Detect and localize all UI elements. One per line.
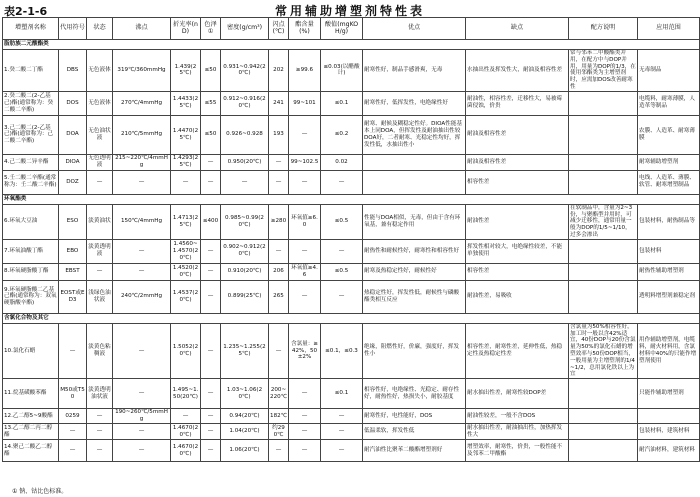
table-cell: 0.899(25℃) [221, 280, 269, 313]
table-cell: 1.4670(20℃) [171, 424, 201, 440]
table-cell: 无色油状液 [87, 115, 113, 154]
table-cell: 环氧值≥4.6 [289, 263, 321, 280]
col-disadvantages: 缺点 [466, 18, 569, 40]
table-cell: DOZ [59, 170, 87, 194]
table-row [3, 323, 700, 378]
table-cell: 2.癸二酸二(2-乙基己)酯(通常称为：癸二酸二辛酯) [3, 91, 59, 115]
table-cell: 电线、人造革、薄膜、软管、耐寒增塑制品 [638, 170, 700, 194]
table-cell: — [171, 170, 201, 194]
table-cell: 3.己二酸二(2-乙基己)酯(通常称为：己二酸二辛酯) [3, 115, 59, 154]
table-cell: 200~220℃ [269, 379, 289, 409]
section-row [3, 194, 700, 204]
table-cell: 1.4713(25℃) [171, 204, 201, 239]
table-cell: 耐油及相容性差 [466, 115, 569, 154]
table-cell: — [321, 239, 363, 263]
table-cell: 无毒制品 [638, 50, 700, 92]
table-row [3, 50, 700, 92]
plasticizer-table [2, 17, 700, 462]
table-cell: — [289, 115, 321, 154]
table-cell: 耐寒、耐候及糊稳定性好。DIOA性能基本上同DOA，但挥发性及耐油抽出性较DOA好，二者耐寒、光稳定性均好，挥发性低，水抽出性小 [363, 115, 466, 154]
table-cell: 耐寒辅助增塑剂 [638, 154, 700, 170]
table-cell: M50或T50 [59, 379, 87, 409]
table-row [3, 280, 700, 313]
table-cell: 耐寒性好，电性能好，DOS [363, 409, 466, 424]
table-cell: — [289, 280, 321, 313]
table-cell: 绝缘，阻燃性好，价廉，强度好，挥发性小 [363, 323, 466, 378]
table-cell: 0.910(20℃) [221, 263, 269, 280]
table-cell: 透明料增塑剂兼稳定剂 [638, 280, 700, 313]
table-row [3, 440, 700, 462]
table-row [3, 91, 700, 115]
table-cell: 1.癸二酸二丁酯 [3, 50, 59, 92]
table-cell: 5.壬二酸二辛酯(通常称为：壬二酸二辛酯) [3, 170, 59, 194]
table-cell: — [321, 409, 363, 424]
table-cell: 耐油性差 [466, 204, 569, 239]
table-cell [569, 263, 638, 280]
table-cell: 1.06(20℃) [221, 440, 269, 462]
table-cell: ≤0.5 [321, 204, 363, 239]
table-cell: 1.4560~1.4570(20℃) [171, 239, 201, 263]
table-cell: — [87, 170, 113, 194]
table-cell [569, 424, 638, 440]
table-cell: 99~102.5 [289, 154, 321, 170]
table-cell: 270℃/4mmHg [113, 91, 171, 115]
table-cell: — [321, 170, 363, 194]
col-symbol: 代用符号 [59, 18, 87, 40]
table-cell: — [201, 379, 221, 409]
section-row [3, 313, 700, 323]
table-cell: 电缆料，耐寒薄膜，人造革等制品 [638, 91, 700, 115]
table-cell: 耐热性和耐候性好，耐寒性和相容性好 [363, 239, 466, 263]
table-cell: — [201, 154, 221, 170]
table-cell: — [269, 239, 289, 263]
table-cell: 12.乙二醇5~9酸酯 [3, 409, 59, 424]
table-cell: 215~220℃/4mmHg [113, 154, 171, 170]
table-cell: 13.乙二醇二丙二醇酯 [3, 424, 59, 440]
table-cell: DOA [59, 115, 87, 154]
table-cell: — [201, 263, 221, 280]
table-cell: — [269, 170, 289, 194]
footnote: ① 钠、钴比色标准。 [12, 488, 68, 495]
table-cell: 包装材料，耐热制品等 [638, 204, 700, 239]
table-cell: DBS [59, 50, 87, 92]
table-cell: 0.950(20℃) [221, 154, 269, 170]
table-cell [638, 409, 700, 424]
table-cell: 性能与DOA相似，无毒，但由于含有环氧基，兼有稳定作用 [363, 204, 466, 239]
table-cell: — [289, 424, 321, 440]
table-body [3, 40, 700, 462]
table-cell: — [321, 424, 363, 440]
table-cell: 7.环氧油酸丁酯 [3, 239, 59, 263]
table-cell: 浅绿色油状液 [87, 280, 113, 313]
table-cell [569, 115, 638, 154]
table-cell: 耐油及相容性差 [466, 154, 569, 170]
table-cell [569, 91, 638, 115]
table-cell: EOST或ED3 [59, 280, 87, 313]
table-cell: — [113, 379, 171, 409]
table-cell: — [289, 379, 321, 409]
table-cell: 用作辅助增塑剂，电缆料，耐火材料用，含氯材料中40%的只能作增塑剂使用 [638, 323, 700, 378]
table-cell: EBST [59, 263, 87, 280]
table-cell: 约290℃ [269, 424, 289, 440]
table-cell: — [289, 409, 321, 424]
table-cell: — [269, 440, 289, 462]
table-cell: 耐水抽出性差，耐寒性较DOP差 [466, 379, 569, 409]
table-cell [363, 154, 466, 170]
table-row [3, 263, 700, 280]
section-row [3, 40, 700, 50]
table-cell: ≤0.1 [321, 91, 363, 115]
table-cell: 1.4670(20℃) [171, 440, 201, 462]
table-cell: 淡黄透明油状液 [87, 379, 113, 409]
table-cell: 耐油性较差，一般不含DOS [466, 409, 569, 424]
table-cell: — [321, 280, 363, 313]
table-cell: 241 [269, 91, 289, 115]
table-cell: — [113, 424, 171, 440]
table-row [3, 239, 700, 263]
table-cell: ≥280 [269, 204, 289, 239]
table-cell: 增塑效率，耐寒性，价贵，一般性能不及邻苯二甲酸酯 [466, 440, 569, 462]
col-color: 色泽① [201, 18, 221, 40]
col-ester: 酯含量(%) [289, 18, 321, 40]
table-cell: ≤0.5 [321, 263, 363, 280]
table-cell: 0.902~0.912(20℃) [221, 239, 269, 263]
table-cell: 1.03~1.06(20℃) [221, 379, 269, 409]
table-cell: — [269, 154, 289, 170]
table-cell [569, 280, 638, 313]
section-title: 环氧酯类 [3, 194, 700, 204]
table-cell: 耐汽油材料，建筑材料 [638, 440, 700, 462]
table-cell: — [59, 424, 87, 440]
table-cell: 无色透明液 [88, 155, 111, 169]
table-cell: 14.聚己二酸乙二醇酯 [3, 440, 59, 462]
table-cell [363, 170, 466, 194]
table-cell: 包装材料，建筑材料 [638, 424, 700, 440]
section-title: 脂肪族二元酸酯类 [3, 40, 700, 50]
table-cell: 319℃/360mmHg [113, 50, 171, 92]
table-cell: 在软制品中，含量为2~3份，与聚酯型并用时，可减少迁移性，通常用量一般为DOP的1/5~1/10，过多会渗出 [569, 204, 638, 239]
table-cell: 6.环氧大豆油 [3, 204, 59, 239]
header-row [3, 18, 700, 40]
col-acid: 酸值(mgKOH/g) [321, 18, 363, 40]
table-cell: DIOA [59, 154, 87, 170]
table-cell: ≤55 [201, 91, 221, 115]
table-row [3, 154, 700, 170]
table-cell: 淡黄透明液 [87, 239, 113, 263]
table-cell: — [113, 170, 171, 194]
table-cell: 耐水抽出性差，耐油抽出性，加热挥发性大 [466, 424, 569, 440]
table-cell: — [87, 263, 113, 280]
table-cell: — [201, 323, 221, 378]
table-cell: — [59, 323, 87, 378]
table-cell: — [113, 239, 171, 263]
col-flash: 闪点(℃) [269, 18, 289, 40]
table-cell: 1.4293(25℃) [171, 154, 201, 170]
table-cell: 182℃ [269, 409, 289, 424]
table-cell: — [321, 440, 363, 462]
table-cell: 无色液体 [87, 50, 113, 92]
table-cell: ≤0.03(以醋酸计) [321, 50, 363, 92]
table-cell [569, 440, 638, 462]
table-cell: 11.烷基磺酸苯酯 [3, 379, 59, 409]
table-cell: 1.495~1.50(20℃) [171, 379, 201, 409]
table-row [3, 115, 700, 154]
table-cell: — [87, 409, 113, 424]
table-cell: 相容性差，耐寒性差，延伸性低，热稳定性及热稳定性差 [466, 323, 569, 378]
table-cell: — [221, 170, 269, 194]
table-cell: 农膜、人造革、耐寒薄膜 [638, 115, 700, 154]
table-cell: 相容性差 [466, 170, 569, 194]
table-cell: — [201, 170, 221, 194]
table-row [3, 204, 700, 239]
table-cell: 99~101 [289, 91, 321, 115]
table-cell: 206 [269, 263, 289, 280]
table-cell: — [87, 440, 113, 462]
col-application: 应用范围 [638, 18, 700, 40]
table-cell: — [289, 239, 321, 263]
table-cell: ≤50 [201, 115, 221, 154]
table-cell: 0.926~0.928 [221, 115, 269, 154]
table-cell: 耐寒性好，制品手感滑爽，无毒 [363, 50, 466, 92]
table-cell: 包装材料 [638, 239, 700, 263]
table-cell: 1.04(20℃) [221, 424, 269, 440]
page-title: 常用辅助增塑剂特性表 [274, 4, 425, 18]
table-cell: ≤0.1 [321, 379, 363, 409]
table-cell: 1.235~1.255(25℃) [221, 323, 269, 378]
table-number: 表2-1-6 [4, 5, 48, 18]
table-cell: — [59, 440, 87, 462]
table-cell: 耐热性辅助增塑剂 [638, 263, 700, 280]
table-row [3, 170, 700, 194]
table-cell: 0.985~0.99(20℃) [221, 204, 269, 239]
table-cell: 210℃/5mmHg [113, 115, 171, 154]
table-row [3, 424, 700, 440]
table-cell: 150℃/4mmHg [113, 204, 171, 239]
table-cell: 10.氯化石蜡 [3, 323, 59, 378]
col-density: 密度(g/cm³) [221, 18, 269, 40]
table-cell: 240℃/2mmHg [113, 280, 171, 313]
table-cell: 4.己二酸二异辛酯 [3, 154, 59, 170]
table-cell: 淡黄色粘稠液 [87, 323, 113, 378]
table-cell: — [289, 440, 321, 462]
col-advantages: 优点 [363, 18, 466, 40]
table-cell: — [87, 424, 113, 440]
table-cell: 相容性差 [466, 263, 569, 280]
table-cell: 只能作辅助增塑剂 [638, 379, 700, 409]
table-cell [569, 170, 638, 194]
table-cell: 190~260℃/5mmHg [113, 409, 171, 424]
table-cell: 挥发性相对较大，电绝缘性较差，不能单独使用 [466, 239, 569, 263]
table-cell: 0.94(20℃) [221, 409, 269, 424]
table-cell: 0.931~0.942(20℃) [221, 50, 269, 92]
table-cell [569, 379, 638, 409]
table-cell: 含氯量：≥42%，50±2% [289, 323, 321, 378]
table-cell: 无色液体 [87, 91, 113, 115]
table-cell: — [201, 440, 221, 462]
table-cell: 0.02 [321, 154, 363, 170]
table-cell: 环氧值≥6.0 [289, 204, 321, 239]
table-cell: 1.439(25℃) [171, 50, 201, 92]
table-cell: — [171, 409, 201, 424]
table-cell: — [113, 440, 171, 462]
table-cell: 1.4470(25℃) [171, 115, 201, 154]
table-cell: 193 [269, 115, 289, 154]
table-cell: 相容性好，电绝缘性、光稳定、耐存性好，耐热性好，热损失小，耐胶基度 [363, 379, 466, 409]
table-row [3, 409, 700, 424]
table-cell: 0259 [59, 409, 87, 424]
table-cell: 热稳定性好，挥发性低，耐候性与磷酸酯类相互反应 [363, 280, 466, 313]
table-cell: DOS [59, 91, 87, 115]
table-cell [569, 239, 638, 263]
table-cell: 耐寒性好，低挥发性，电绝缘性好 [363, 91, 466, 115]
table-cell: 1.4433(25℃) [171, 91, 201, 115]
table-cell: 8.环氧硬脂酸丁酯 [3, 263, 59, 280]
table-cell: — [201, 280, 221, 313]
table-cell: — [113, 323, 171, 378]
table-cell: 9.环氧硬脂酸二乙基己酯(通常称为：双氧硬脂酸辛酯) [3, 280, 59, 313]
table-cell: — [201, 239, 221, 263]
table-cell: — [201, 424, 221, 440]
table-cell: 含氯量为50%相容性好，加工时一般以含42%适宜，40份DOP与20份含氯量为50%的氯化石蜡的增塑效率与50份DOP相当，一般用量为主增塑剂的1/4~1/2，总用氯化铁以上为宜 [569, 323, 638, 378]
table-cell: ≥99.6 [289, 50, 321, 92]
table-cell: 水抽出性及挥发性大，耐油及相容性差 [466, 50, 569, 92]
table-cell: ≤400 [201, 204, 221, 239]
table-cell: 0.912~0.916(20℃) [221, 91, 269, 115]
table-cell: 淡黄油状 [87, 204, 113, 239]
table-cell: EBO [59, 239, 87, 263]
table-cell: — [269, 323, 289, 378]
table-cell: 1.5052(20℃) [171, 323, 201, 378]
table-cell [569, 154, 638, 170]
table-cell: 202 [269, 50, 289, 92]
table-cell: 1.4537(20℃) [171, 280, 201, 313]
section-title: 含氯化合物及其它 [3, 313, 700, 323]
table-cell: — [201, 409, 221, 424]
col-state: 状态 [87, 18, 113, 40]
table-cell: 1.4520(20℃) [171, 263, 201, 280]
table-cell: 耐油性差，易吸收 [466, 280, 569, 313]
col-boiling: 沸点 [113, 18, 171, 40]
table-cell: ≤0.2 [321, 115, 363, 154]
table-cell: 耐寒及热稳定性好，耐候性好 [363, 263, 466, 280]
table-cell: ≤50 [201, 50, 221, 92]
table-cell: — [113, 263, 171, 280]
table-cell: 耐油性，相容性差，迁移性大，易被霉菌侵蚀，价贵 [466, 91, 569, 115]
table-cell: ≤0.1，≤0.3 [321, 323, 363, 378]
table-cell: ESO [59, 204, 87, 239]
col-name: 增塑剂名称 [3, 18, 59, 40]
table-cell: 耐汽油性比聚苯二酸酯增塑剂好 [363, 440, 466, 462]
table-cell: 常与邻苯二甲酸酯类并用，在配方中与DOP并用，用量为DOP的1/3，在使用邻酯类为主增塑剂时，应需加DOS改善耐寒性 [570, 50, 636, 90]
table-cell [569, 409, 638, 424]
col-refractive: 折光率(nD) [171, 18, 201, 40]
table-row [3, 379, 700, 409]
table-cell: 低温柔软，挥发性低 [363, 424, 466, 440]
table-cell: 265 [269, 280, 289, 313]
table-cell: — [289, 170, 321, 194]
col-formula: 配方说明 [569, 18, 638, 40]
